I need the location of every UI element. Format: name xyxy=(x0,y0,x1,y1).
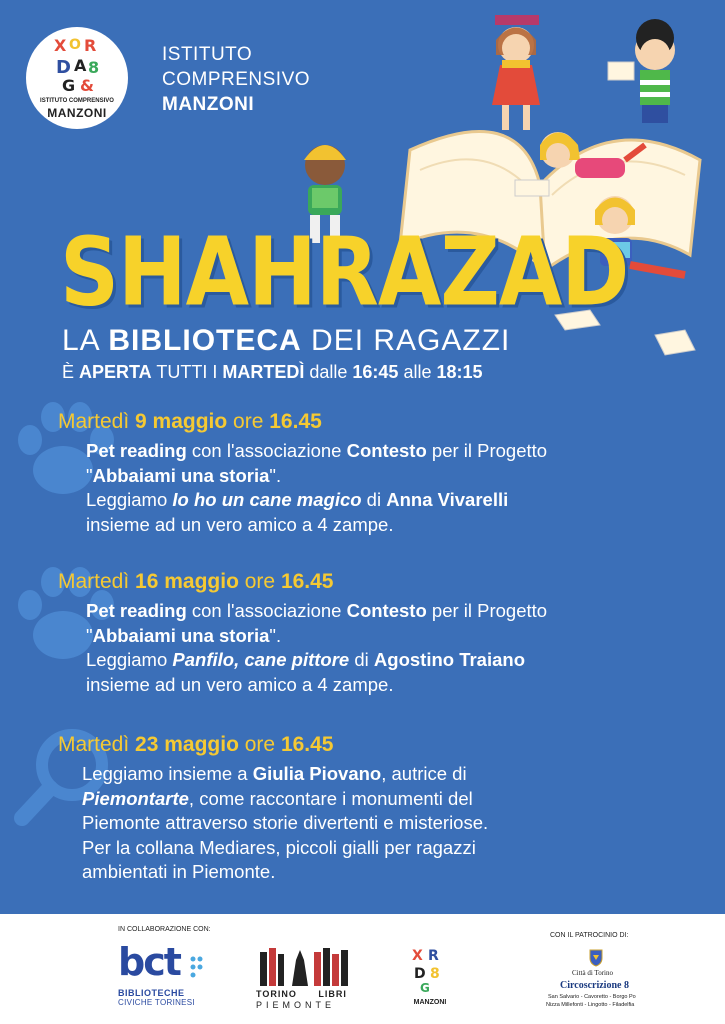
bct-logo xyxy=(118,942,208,1014)
event-bold: Abbaiami una storia xyxy=(92,464,270,486)
event-text: " xyxy=(86,624,93,646)
svg-text:8: 8 xyxy=(88,58,100,77)
event-ore: ore xyxy=(238,570,281,593)
svg-text:D: D xyxy=(414,966,426,982)
event-text: di xyxy=(349,649,374,670)
event-description xyxy=(82,762,488,885)
opening-text: dalle xyxy=(304,362,353,382)
event-line xyxy=(86,464,547,489)
libri-text: LIBRI xyxy=(318,989,347,999)
event-text: con l'associazione xyxy=(186,600,347,621)
svg-text:G: G xyxy=(420,981,430,994)
event-description xyxy=(86,599,547,697)
poster-title: SHAHRAZAD xyxy=(60,218,629,328)
subtitle-text: DEI RAGAZZI xyxy=(301,324,511,357)
logo-subtitle: ISTITUTO COMPRENSIVO xyxy=(40,98,114,104)
event-line: Piemonte attraverso storie divertenti e misteriose. xyxy=(82,812,489,833)
opening-bold: 16:45 xyxy=(352,362,399,382)
event-ore: ore xyxy=(227,410,270,433)
coat-of-arms-icon xyxy=(588,947,604,967)
svg-text:X: X xyxy=(412,948,423,964)
event-time: 16.45 xyxy=(280,570,334,593)
event-text: Leggiamo xyxy=(86,489,173,510)
event-text: " xyxy=(86,464,93,486)
institute-line: COMPRENSIVO xyxy=(162,69,311,90)
author-name: Anna Vivarelli xyxy=(386,489,509,510)
event-bold: Pet reading xyxy=(86,600,187,621)
svg-text:O: O xyxy=(69,37,81,53)
manzoni-letters-icon xyxy=(410,944,450,994)
opening-bold: APERTA xyxy=(79,362,152,382)
torino-text: TORINO xyxy=(256,989,297,999)
svg-text:A: A xyxy=(74,56,87,75)
event-text: , autrice di xyxy=(381,763,467,784)
event-line: ambientati in Piemonte. xyxy=(82,861,276,882)
svg-text:8: 8 xyxy=(430,966,440,982)
event-time: 16.45 xyxy=(280,733,334,756)
event-line xyxy=(82,762,488,787)
subtitle-text: LA xyxy=(62,324,109,357)
event-bold: Pet reading xyxy=(86,440,187,461)
mole-antonelliana-icon xyxy=(256,944,362,988)
bct-line: CIVICHE TORINESI xyxy=(118,998,195,1007)
opening-text: È xyxy=(62,362,80,382)
svg-text:X: X xyxy=(54,36,67,55)
event-line xyxy=(86,599,547,624)
opening-bold: 18:15 xyxy=(436,362,483,382)
event-text: per il Progetto xyxy=(426,440,548,461)
logo-letters-icon xyxy=(52,33,104,95)
event-heading xyxy=(58,570,334,594)
city-name: Città di Torino xyxy=(572,969,613,977)
event-date: 23 maggio xyxy=(135,733,239,756)
logo-name: MANZONI xyxy=(47,106,107,120)
event-text: Leggiamo xyxy=(86,649,173,670)
event-line xyxy=(86,488,547,513)
svg-text:R: R xyxy=(428,948,439,964)
svg-text:&: & xyxy=(80,76,94,95)
event-time: 16.45 xyxy=(269,410,322,433)
book-title: Panfilo, cane pittore xyxy=(172,649,350,670)
poster-subtitle xyxy=(62,324,510,358)
circoscrizione-line: San Salvario - Cavoretto - Borgo Po xyxy=(548,994,636,1000)
book-title: Piemontarte xyxy=(82,787,189,809)
school-logo xyxy=(26,27,128,129)
patronage-label: CON IL PATROCINIO DI: xyxy=(550,932,629,939)
book-title: Io ho un cane magico xyxy=(172,489,362,510)
manzoni-text: MANZONI xyxy=(413,999,447,1006)
bct-line: BIBLIOTECHE xyxy=(118,988,185,998)
event-text: per il Progetto xyxy=(426,600,548,621)
opening-hours xyxy=(62,362,483,383)
event-bold: Abbaiami una storia xyxy=(92,624,270,646)
event-heading xyxy=(58,410,322,434)
author-name: Agostino Traiano xyxy=(373,649,525,670)
event-text: ". xyxy=(269,464,282,486)
event-text: ". xyxy=(269,624,282,646)
opening-bold: MARTEDÌ xyxy=(222,362,305,382)
event-bold: Contesto xyxy=(346,440,427,461)
svg-text:D: D xyxy=(56,57,71,78)
event-text: di xyxy=(361,489,387,510)
svg-text:G: G xyxy=(62,76,76,95)
circoscrizione-title: Circoscrizione 8 xyxy=(560,980,629,991)
event-day: Martedì xyxy=(58,733,136,756)
event-date: 9 maggio xyxy=(135,410,228,433)
svg-text:R: R xyxy=(84,36,97,55)
dots-icon xyxy=(190,956,204,978)
circoscrizione-line: Nizza Millefonti - Lingotto - Filadelfia xyxy=(546,1002,635,1008)
footer xyxy=(0,914,725,1024)
institute-line: MANZONI xyxy=(162,94,255,115)
event-ore: ore xyxy=(238,733,281,756)
torino-libri-logo xyxy=(256,944,362,1010)
piemonte-text: PIEMONTE xyxy=(256,1000,336,1010)
event-day: Martedì xyxy=(58,570,136,593)
event-text: , come raccontare i monumenti del xyxy=(188,787,473,809)
event-line: insieme ad un vero amico a 4 zampe. xyxy=(86,513,394,535)
event-line xyxy=(86,648,547,673)
event-line xyxy=(86,624,547,649)
event-text: con l'associazione xyxy=(186,440,347,461)
subtitle-bold: BIBLIOTECA xyxy=(108,324,302,357)
opening-text: alle xyxy=(398,362,437,382)
event-line xyxy=(82,787,488,812)
event-line: Per la collana Mediares, piccoli gialli per ragazzi xyxy=(82,836,476,858)
institute-name xyxy=(162,42,310,117)
event-bold: Contesto xyxy=(346,600,427,621)
event-description xyxy=(86,439,547,537)
event-line xyxy=(86,439,547,464)
event-line: insieme ad un vero amico a 4 zampe. xyxy=(86,673,394,695)
bct-wordmark: bct xyxy=(118,940,180,984)
author-name: Giulia Piovano xyxy=(252,763,382,784)
event-heading xyxy=(58,733,334,757)
institute-line: ISTITUTO xyxy=(162,44,253,65)
event-date: 16 maggio xyxy=(135,570,239,593)
opening-text: TUTTI I xyxy=(151,362,223,382)
event-text: Leggiamo insieme a xyxy=(82,763,253,784)
collaboration-label: IN COLLABORAZIONE CON: xyxy=(118,926,211,933)
event-day: Martedì xyxy=(58,410,136,433)
manzoni-logo xyxy=(410,944,450,1010)
